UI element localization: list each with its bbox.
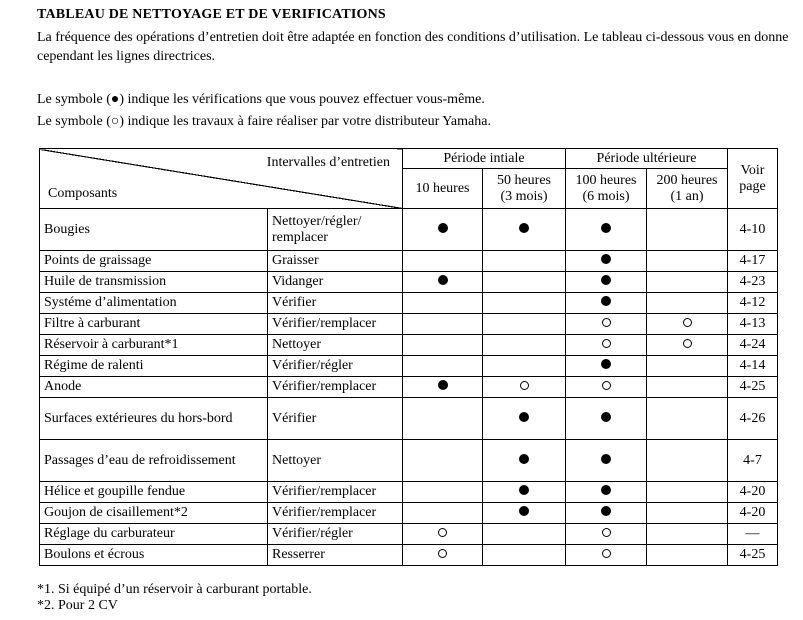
filled-circle-icon: [601, 359, 611, 369]
interval-cell: [647, 545, 728, 566]
header-200h-sub: (1 an): [670, 188, 704, 204]
action-cell: Nettoyer/régler/ remplacer: [268, 209, 403, 251]
table-body: [40, 209, 778, 566]
table-row: [40, 524, 778, 545]
action-cell: Nettoyer: [268, 335, 403, 356]
table-row: [40, 545, 778, 566]
interval-cell: [403, 314, 483, 335]
interval-cell: [403, 356, 483, 377]
component-cell: Hélice et goupille fendue: [40, 482, 268, 503]
interval-cell: [647, 482, 728, 503]
interval-cell: [647, 398, 728, 440]
interval-cell: [566, 251, 647, 272]
header-see-page-line2: page: [739, 178, 766, 194]
interval-cell: [647, 356, 728, 377]
interval-cell: [483, 482, 566, 503]
filled-circle-icon: [601, 254, 611, 264]
open-circle-icon: [683, 318, 692, 327]
page-title: TABLEAU DE NETTOYAGE ET DE VERIFICATIONS: [37, 7, 386, 22]
interval-cell: [483, 335, 566, 356]
interval-cell: [566, 503, 647, 524]
action-cell: Vérifier/régler: [268, 524, 403, 545]
open-circle-icon: [683, 339, 692, 348]
action-cell: Vérifier/remplacer: [268, 377, 403, 398]
table-row: [40, 482, 778, 503]
action-cell: Vérifier: [268, 293, 403, 314]
interval-cell: [566, 335, 647, 356]
action-cell: Vérifier/remplacer: [268, 482, 403, 503]
page-ref-cell: 4-20: [728, 503, 778, 524]
header-100h-label: 100 heures: [575, 172, 637, 188]
component-cell: Réservoir à carburant*1: [40, 335, 268, 356]
interval-cell: [566, 209, 647, 251]
interval-cell: [403, 272, 483, 293]
action-cell: Nettoyer: [268, 440, 403, 482]
component-cell: Goujon de cisaillement*2: [40, 503, 268, 524]
interval-cell: [483, 251, 566, 272]
page-ref-cell: 4-25: [728, 377, 778, 398]
header-100h: [566, 169, 647, 209]
table-row: [40, 209, 778, 251]
component-cell: Filtre à carburant: [40, 314, 268, 335]
component-cell: Surfaces extérieures du hors-bord: [40, 398, 268, 440]
interval-cell: [403, 482, 483, 503]
page-ref-cell: 4-17: [728, 251, 778, 272]
interval-cell: [566, 398, 647, 440]
open-circle-icon: [438, 549, 447, 558]
interval-cell: [566, 293, 647, 314]
header-10h: [403, 169, 483, 209]
interval-cell: [403, 440, 483, 482]
interval-cell: [483, 398, 566, 440]
filled-circle-icon: [601, 454, 611, 464]
footnote-1: *1. Si équipé d’un réservoir à carburant portable.: [37, 582, 312, 597]
header-100h-sub: (6 mois): [582, 188, 630, 204]
page-ref-cell: 4-7: [728, 440, 778, 482]
header-200h-label: 200 heures: [656, 172, 718, 188]
interval-cell: [483, 293, 566, 314]
open-circle-icon: [602, 318, 611, 327]
interval-cell: [483, 272, 566, 293]
open-circle-icon: [602, 381, 611, 390]
table-row: [40, 314, 778, 335]
component-cell: Réglage du carburateur: [40, 524, 268, 545]
action-cell: Resserrer: [268, 545, 403, 566]
interval-cell: [483, 440, 566, 482]
filled-circle-icon: [519, 485, 529, 495]
page-ref-cell: 4-24: [728, 335, 778, 356]
page-ref-cell: 4-13: [728, 314, 778, 335]
interval-cell: [403, 335, 483, 356]
open-circle-icon: [602, 339, 611, 348]
interval-cell: [566, 377, 647, 398]
header-later-period: Période ultérieure: [566, 149, 728, 169]
filled-circle-icon: [519, 223, 529, 233]
symbol-legend-dealer: Le symbole (○) indique les travaux à faire réaliser par votre distributeur Yamaha.: [37, 114, 491, 129]
action-cell: Vérifier/remplacer: [268, 314, 403, 335]
symbol-legend-self: Le symbole (●) indique les vérifications que vous pouvez effectuer vous-même.: [37, 92, 485, 107]
page-ref-cell: 4-14: [728, 356, 778, 377]
interval-cell: [566, 356, 647, 377]
header-corner-cell: [40, 149, 403, 209]
interval-cell: [483, 356, 566, 377]
interval-cell: [647, 293, 728, 314]
interval-cell: [483, 377, 566, 398]
filled-circle-icon: [601, 412, 611, 422]
filled-circle-icon: [519, 454, 529, 464]
filled-circle-icon: [519, 412, 529, 422]
component-cell: Huile de transmission: [40, 272, 268, 293]
interval-cell: [483, 545, 566, 566]
interval-cell: [647, 524, 728, 545]
header-200h: [647, 169, 728, 209]
page-ref-cell: 4-12: [728, 293, 778, 314]
interval-cell: [647, 314, 728, 335]
table-row: [40, 377, 778, 398]
header-see-page-line1: Voir: [740, 162, 765, 178]
interval-cell: [403, 398, 483, 440]
filled-circle-icon: [601, 223, 611, 233]
page-ref-cell: —: [728, 524, 778, 545]
page-ref-cell: 4-26: [728, 398, 778, 440]
interval-cell: [483, 209, 566, 251]
open-circle-icon: [438, 528, 447, 537]
header-see-page: [728, 149, 778, 209]
header-10h-label: 10 heures: [415, 180, 470, 196]
component-cell: Boulons et écrous: [40, 545, 268, 566]
interval-cell: [403, 545, 483, 566]
interval-cell: [483, 503, 566, 524]
header-components-label: Composants: [48, 186, 118, 201]
interval-cell: [647, 440, 728, 482]
page-ref-cell: 4-23: [728, 272, 778, 293]
intro-paragraph: La fréquence des opérations d’entretien doit être adaptée en fonction des conditions d’utilisation. Le tableau ci-dessous vous en donne cependant les lignes directrices.: [37, 30, 789, 64]
page-ref-cell: 4-10: [728, 209, 778, 251]
filled-circle-icon: [438, 380, 448, 390]
interval-cell: [483, 314, 566, 335]
interval-cell: [647, 272, 728, 293]
component-cell: Bougies: [40, 209, 268, 251]
interval-cell: [647, 209, 728, 251]
table-row: [40, 272, 778, 293]
filled-circle-icon: [438, 275, 448, 285]
component-cell: Points de graissage: [40, 251, 268, 272]
action-cell: Vérifier/régler: [268, 356, 403, 377]
interval-cell: [483, 524, 566, 545]
interval-cell: [566, 272, 647, 293]
header-initial-period: Période intiale: [403, 149, 566, 169]
action-cell: Vérifier: [268, 398, 403, 440]
interval-cell: [566, 440, 647, 482]
filled-circle-icon: [519, 506, 529, 516]
action-cell: Graisser: [268, 251, 403, 272]
interval-cell: [647, 377, 728, 398]
interval-cell: [403, 293, 483, 314]
filled-circle-icon: [601, 275, 611, 285]
component-cell: Systéme d’alimentation: [40, 293, 268, 314]
maintenance-table: [39, 148, 778, 566]
table-row: [40, 293, 778, 314]
interval-cell: [403, 503, 483, 524]
component-cell: Anode: [40, 377, 268, 398]
interval-cell: [566, 524, 647, 545]
header-intervals-label: Intervalles d’entretien: [266, 155, 390, 170]
page-ref-cell: 4-25: [728, 545, 778, 566]
table-row: [40, 335, 778, 356]
open-circle-icon: [602, 549, 611, 558]
filled-circle-icon: [601, 296, 611, 306]
component-cell: Régime de ralenti: [40, 356, 268, 377]
header-50h-label: 50 heures: [496, 172, 552, 188]
table-row: [40, 503, 778, 524]
filled-circle-icon: [438, 223, 448, 233]
interval-cell: [566, 482, 647, 503]
header-50h: [483, 169, 566, 209]
interval-cell: [403, 209, 483, 251]
interval-cell: [566, 545, 647, 566]
component-cell: Passages d’eau de refroidissement: [40, 440, 268, 482]
action-cell: Vérifier/remplacer: [268, 503, 403, 524]
table-row: [40, 251, 778, 272]
open-circle-icon: [602, 528, 611, 537]
interval-cell: [403, 524, 483, 545]
filled-circle-icon: [601, 485, 611, 495]
interval-cell: [403, 377, 483, 398]
interval-cell: [647, 251, 728, 272]
header-50h-sub: (3 mois): [500, 188, 548, 204]
interval-cell: [403, 251, 483, 272]
table-row: [40, 440, 778, 482]
table-row: [40, 398, 778, 440]
table-row: [40, 356, 778, 377]
footnote-2: *2. Pour 2 CV: [37, 598, 118, 613]
interval-cell: [647, 335, 728, 356]
interval-cell: [566, 314, 647, 335]
page-ref-cell: 4-20: [728, 482, 778, 503]
action-cell: Vidanger: [268, 272, 403, 293]
filled-circle-icon: [601, 506, 611, 516]
open-circle-icon: [520, 381, 529, 390]
interval-cell: [647, 503, 728, 524]
